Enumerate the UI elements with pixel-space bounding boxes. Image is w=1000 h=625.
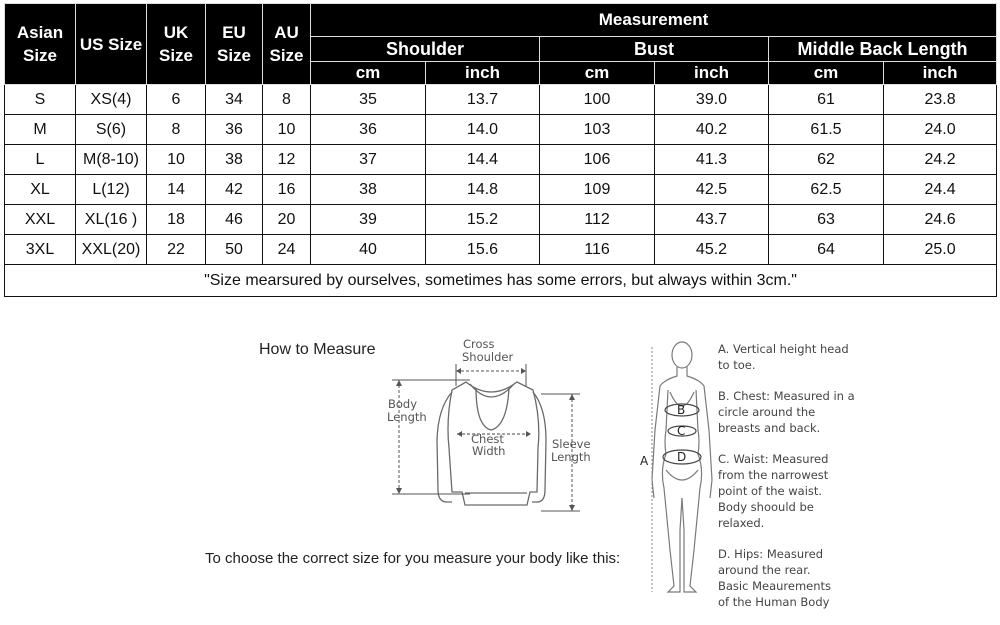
header-back-cm: cm [769, 62, 884, 85]
cell-bust-inch: 42.5 [655, 175, 769, 205]
cell-back-inch: 25.0 [884, 235, 997, 265]
cell-bust-inch: 41.3 [655, 145, 769, 175]
table-row [5, 235, 997, 265]
cell-uk: 18 [147, 205, 206, 235]
cell-au: 10 [263, 115, 311, 145]
header-bust-inch: inch [655, 62, 769, 85]
label-sleeve-length: Length [551, 450, 591, 464]
cell-shoulder-inch: 15.6 [426, 235, 540, 265]
cell-back-cm: 62 [769, 145, 884, 175]
legend-item-c: C. Waist: Measured from the narrowest point of the waist. Body shoould be relaxed. [718, 452, 829, 530]
cell-back-cm: 62.5 [769, 175, 884, 205]
measurement-legend [718, 341, 878, 625]
cell-bust-cm: 103 [540, 115, 655, 145]
how-to-measure-section [0, 330, 1000, 619]
cell-uk: 8 [147, 115, 206, 145]
header-shoulder-inch: inch [426, 62, 540, 85]
cell-uk: 14 [147, 175, 206, 205]
note-row [5, 265, 997, 297]
cell-us: XXL(20) [76, 235, 147, 265]
cell-eu: 38 [206, 145, 263, 175]
table-row [5, 115, 997, 145]
legend-item-d: D. Hips: Measured around the rear. Basic Meaurements of the Human Body [718, 547, 832, 609]
legend-item-b: B. Chest: Measured in a circle around the breasts and back. [718, 389, 855, 435]
table-row [5, 205, 997, 235]
label-body: Body [388, 397, 418, 411]
body-figure-icon [652, 342, 712, 592]
table-row [5, 145, 997, 175]
cell-shoulder-cm: 40 [311, 235, 426, 265]
cell-uk: 6 [147, 85, 206, 115]
cell-us: M(8-10) [76, 145, 147, 175]
cell-eu: 36 [206, 115, 263, 145]
label-body-length: Length [387, 410, 427, 424]
table-row [5, 85, 997, 115]
header-asian-size: Asian Size [5, 4, 76, 85]
label-chest: Chest [471, 432, 504, 446]
header-uk-size: UK Size [147, 4, 206, 85]
cell-asian: XL [5, 175, 76, 205]
cell-au: 12 [263, 145, 311, 175]
cell-bust-cm: 109 [540, 175, 655, 205]
choose-size-instruction: To choose the correct size for you measure your body like this: [205, 550, 621, 567]
header-us-size: US Size [76, 4, 147, 85]
cell-us: S(6) [76, 115, 147, 145]
cell-bust-cm: 100 [540, 85, 655, 115]
cell-back-cm: 61 [769, 85, 884, 115]
header-measurement: Measurement [311, 4, 997, 37]
cell-shoulder-cm: 39 [311, 205, 426, 235]
label-sleeve: Sleeve [552, 437, 591, 451]
label-chest-width: Width [472, 444, 506, 458]
marker-d: D [677, 450, 687, 464]
cell-back-cm: 63 [769, 205, 884, 235]
header-middle-back-length: Middle Back Length [769, 37, 997, 62]
cell-us: XS(4) [76, 85, 147, 115]
cell-uk: 10 [147, 145, 206, 175]
cell-back-inch: 23.8 [884, 85, 997, 115]
cell-shoulder-inch: 14.0 [426, 115, 540, 145]
cell-bust-cm: 116 [540, 235, 655, 265]
marker-b: B [677, 403, 686, 417]
cell-asian: L [5, 145, 76, 175]
cell-bust-inch: 39.0 [655, 85, 769, 115]
label-shoulder: Shoulder [462, 350, 514, 364]
cell-bust-inch: 43.7 [655, 205, 769, 235]
cell-asian: XXL [5, 205, 76, 235]
legend-item-a: A. Vertical height head to toe. [718, 342, 849, 372]
header-shoulder: Shoulder [311, 37, 540, 62]
cell-back-inch: 24.6 [884, 205, 997, 235]
cell-shoulder-cm: 36 [311, 115, 426, 145]
header-back-inch: inch [884, 62, 997, 85]
cell-au: 24 [263, 235, 311, 265]
cell-eu: 34 [206, 85, 263, 115]
header-eu-size: EU Size [206, 4, 263, 85]
cell-au: 20 [263, 205, 311, 235]
cell-uk: 22 [147, 235, 206, 265]
cell-asian: M [5, 115, 76, 145]
cell-eu: 50 [206, 235, 263, 265]
header-bust-cm: cm [540, 62, 655, 85]
cell-au: 16 [263, 175, 311, 205]
header-bust: Bust [540, 37, 769, 62]
cell-bust-inch: 40.2 [655, 115, 769, 145]
cell-eu: 46 [206, 205, 263, 235]
marker-c: C [677, 424, 686, 438]
measurement-note: "Size mearsured by ourselves, sometimes has some errors, but always within 3cm." [5, 265, 997, 297]
table-row [5, 175, 997, 205]
cell-asian: 3XL [5, 235, 76, 265]
cell-au: 8 [263, 85, 311, 115]
cell-back-inch: 24.2 [884, 145, 997, 175]
cell-eu: 42 [206, 175, 263, 205]
label-cross: Cross [463, 337, 495, 351]
cell-shoulder-cm: 38 [311, 175, 426, 205]
how-to-measure-title: How to Measure [259, 341, 376, 358]
cell-shoulder-inch: 15.2 [426, 205, 540, 235]
cell-us: XL(16 ) [76, 205, 147, 235]
cell-bust-inch: 45.2 [655, 235, 769, 265]
cell-us: L(12) [76, 175, 147, 205]
cell-shoulder-inch: 13.7 [426, 85, 540, 115]
size-chart-table [4, 3, 997, 297]
cell-bust-cm: 106 [540, 145, 655, 175]
cell-back-inch: 24.0 [884, 115, 997, 145]
cell-shoulder-inch: 14.8 [426, 175, 540, 205]
cell-back-inch: 24.4 [884, 175, 997, 205]
cell-shoulder-inch: 14.4 [426, 145, 540, 175]
cell-bust-cm: 112 [540, 205, 655, 235]
cell-back-cm: 64 [769, 235, 884, 265]
marker-a: A [640, 454, 649, 468]
cell-asian: S [5, 85, 76, 115]
header-shoulder-cm: cm [311, 62, 426, 85]
cell-shoulder-cm: 37 [311, 145, 426, 175]
cell-back-cm: 61.5 [769, 115, 884, 145]
header-au-size: AU Size [263, 4, 311, 85]
cell-shoulder-cm: 35 [311, 85, 426, 115]
